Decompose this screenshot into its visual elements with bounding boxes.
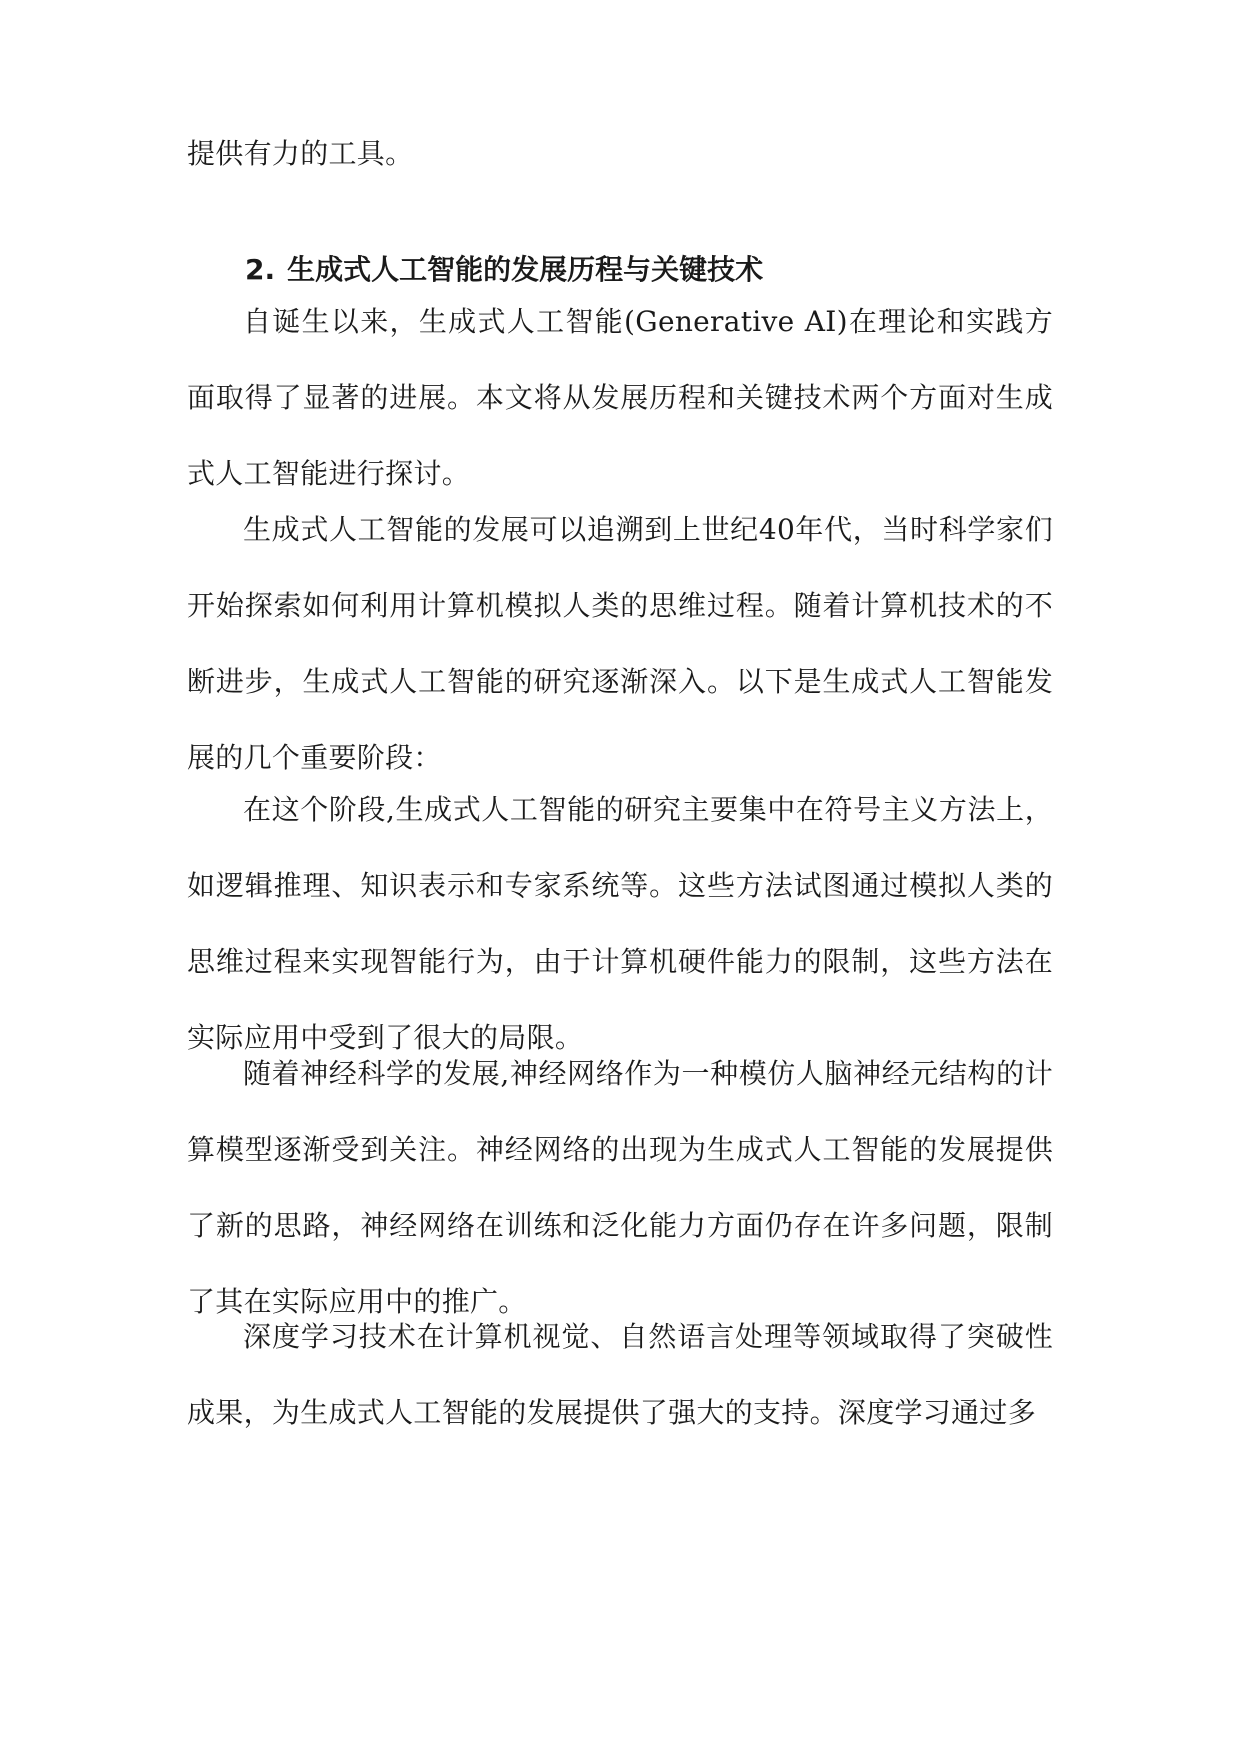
paragraph-intro: 自诞生以来，生成式人工智能(Generative AI)在理论和实践方面取得了显著的进展。本文将从发展历程和关键技术两个方面对生成式人工智能进行探讨。 [187,305,1053,490]
paragraph-history: 生成式人工智能的发展可以追溯到上世纪40年代，当时科学家们开始探索如何利用计算机模拟人类的思维过程。随着计算机技术的不断进步，生成式人工智能的研究逐渐深入。以下是生成式人工智能发展的几个重要阶段： [187,513,1053,774]
paragraph-neural-network-stage: 随着神经科学的发展,神经网络作为一种模仿人脑神经元结构的计算模型逐渐受到关注。神经网络的出现为生成式人工智能的发展提供了新的思路，神经网络在训练和泛化能力方面仍存在许多问题，限制了其在实际应用中的推广。 [187,1057,1053,1318]
section-number: 2. [245,253,276,286]
lead-paragraph: 提供有力的工具。 [187,137,414,170]
paragraph-symbolic-stage: 在这个阶段,生成式人工智能的研究主要集中在符号主义方法上，如逻辑推理、知识表示和专家系统等。这些方法试图通过模拟人类的思维过程来实现智能行为，由于计算机硬件能力的限制，这些方法在实际应用中受到了很大的局限。 [187,793,1053,1054]
section-title: 生成式人工智能的发展历程与关键技术 [287,253,764,286]
paragraph-deep-learning-stage: 深度学习技术在计算机视觉、自然语言处理等领域取得了突破性成果，为生成式人工智能的发展提供了强大的支持。深度学习通过多 [187,1320,1053,1429]
